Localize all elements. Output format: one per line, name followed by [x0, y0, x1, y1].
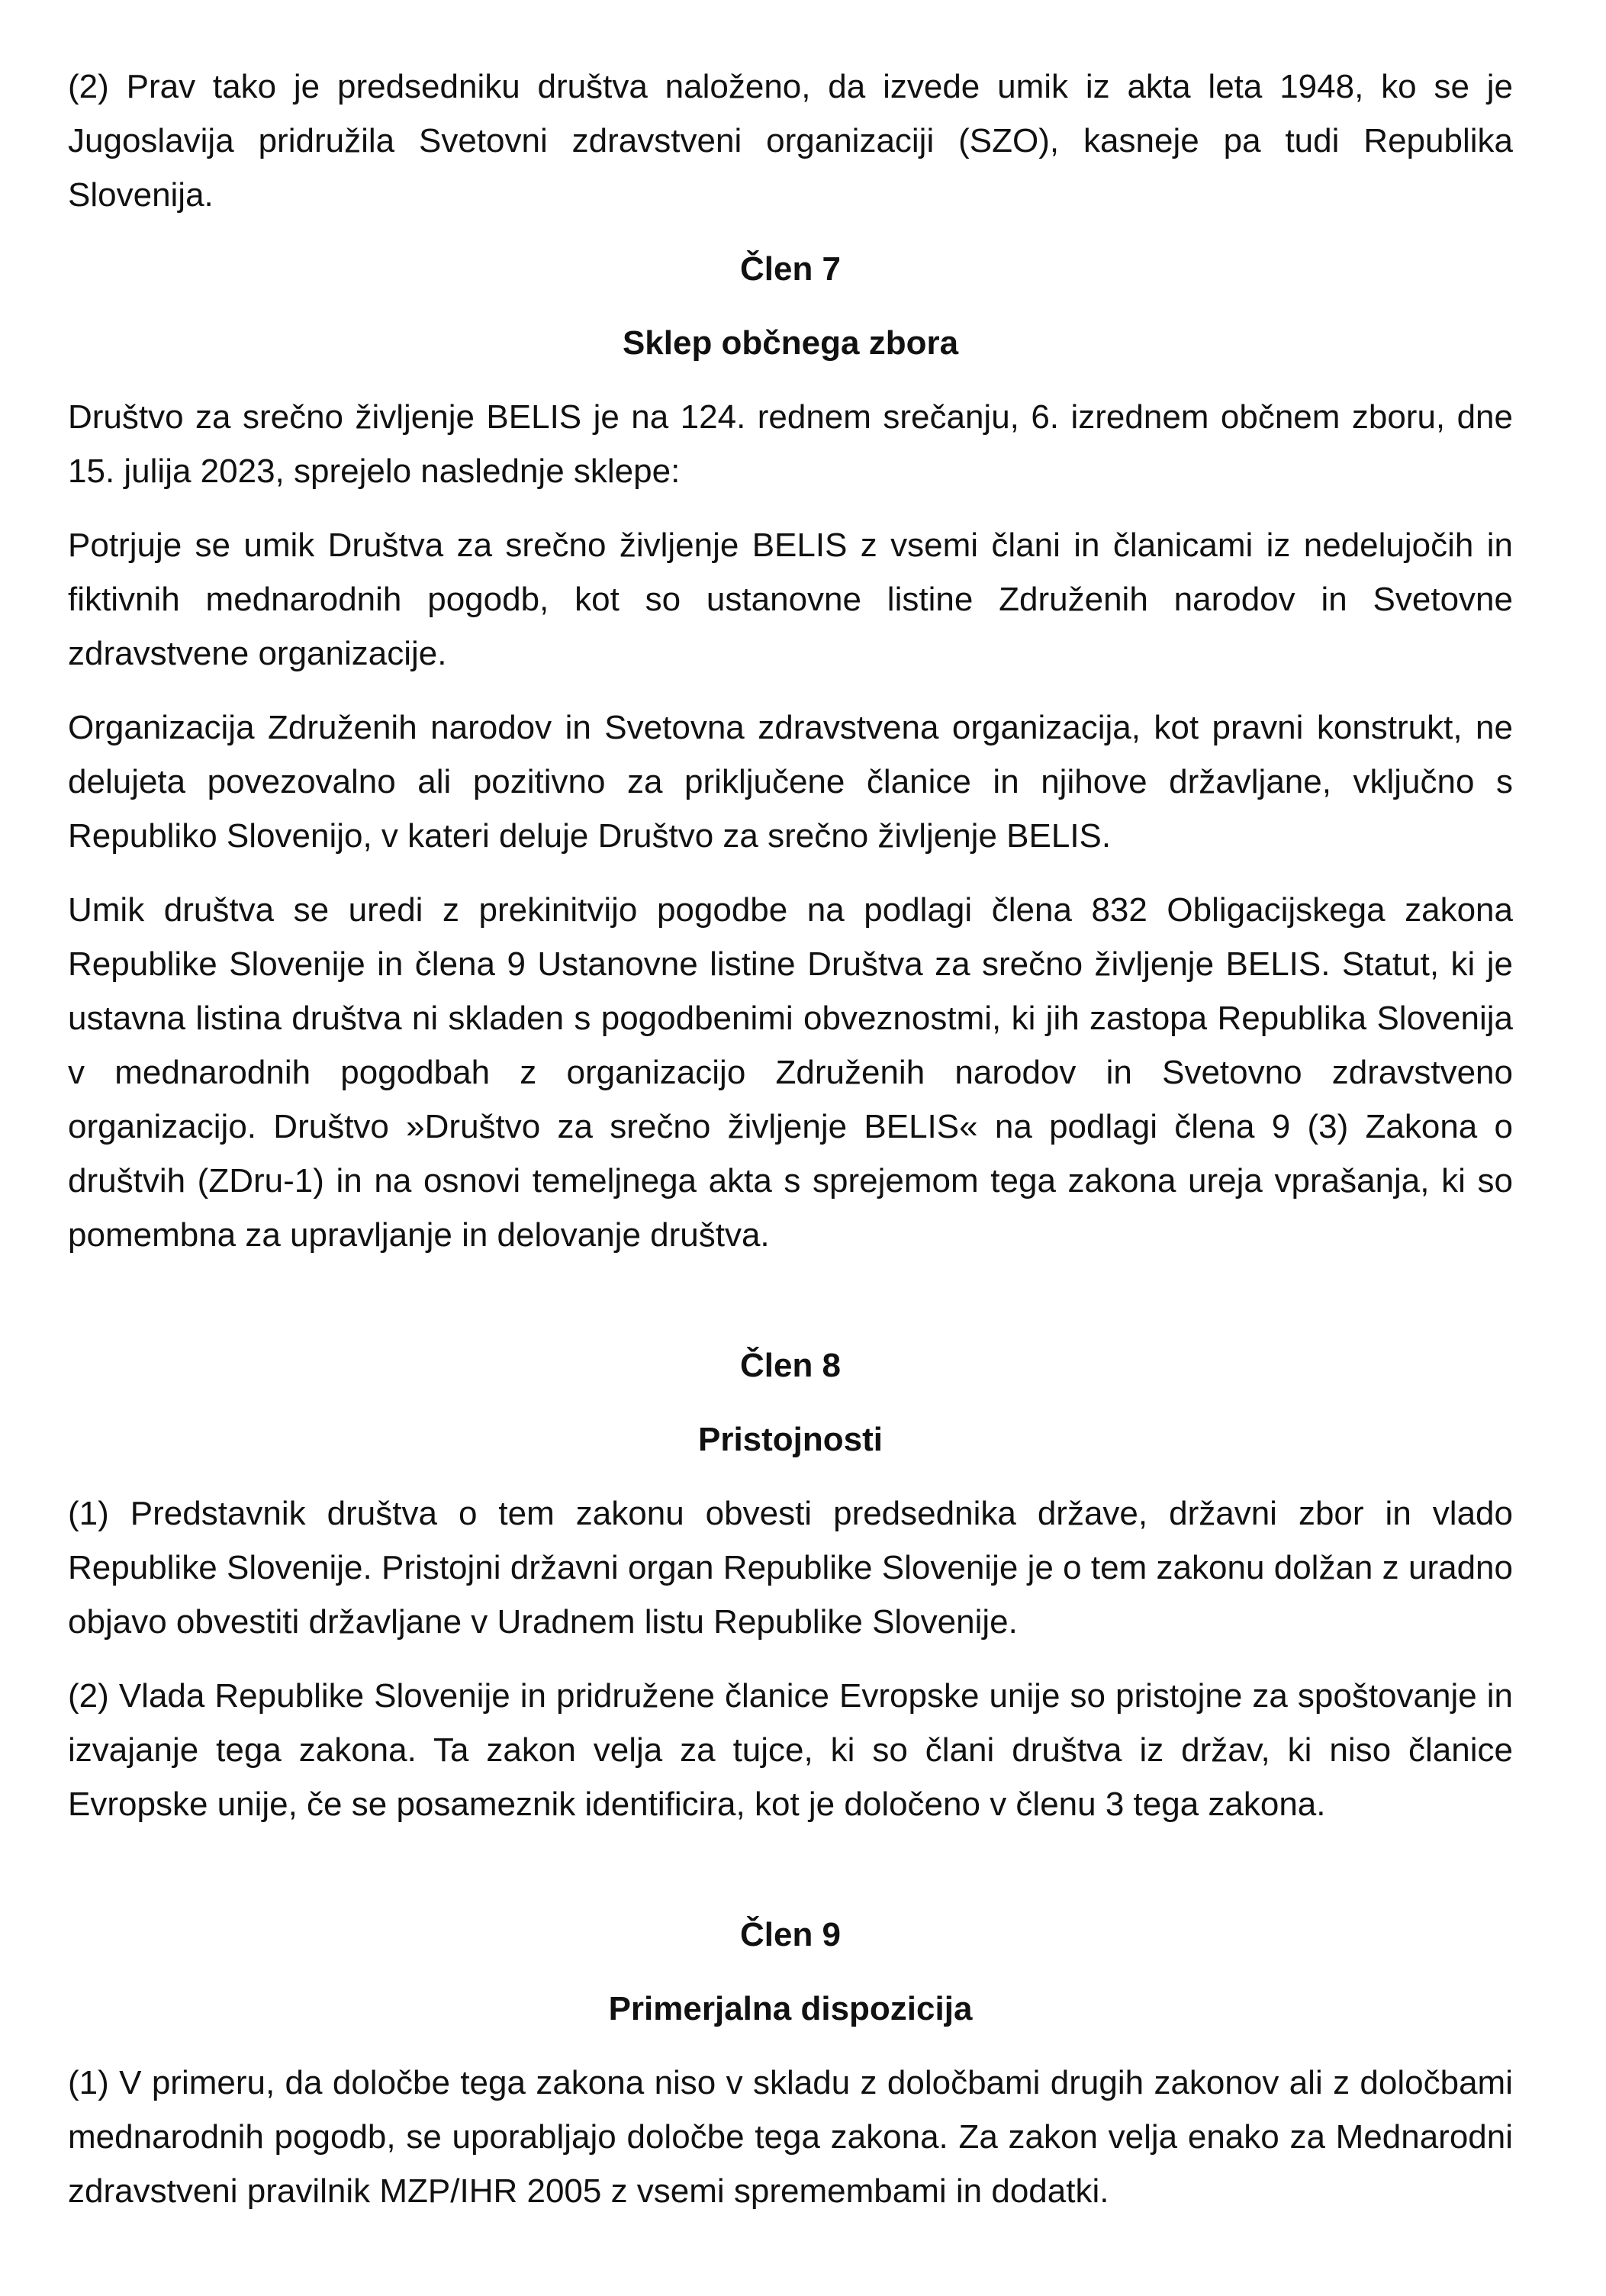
paragraph-withdrawal-1948: (2) Prav tako je predsedniku društva naloženo, da izvede umik iz akta leta 1948, ko se je Jugoslavija pridružila Svetovni zdravstveni organizaciji (SZO), kasneje pa tudi Republika Slovenija. — [68, 68, 1513, 214]
article-9-title: Primerjalna dispozicija — [608, 1990, 973, 2027]
paragraph-assembly-date: Društvo za srečno življenje BELIS je na 124. rednem srečanju, 6. izrednem občnem zboru, dne 15. julija 2023, sprejelo naslednje sklepe: — [68, 398, 1513, 490]
paragraph-competence-1: (1) Predstavnik društva o tem zakonu obvesti predsednika države, državni zbor in vlado Republike Slovenije. Pristojni državni organ Republike Slovenije je o tem zakonu dolžan z uradno objavo obvestiti državljane v Uradnem listu Republike Slovenije. — [68, 1495, 1513, 1641]
article-8-title: Pristojnosti — [697, 1421, 883, 1458]
document-page — [68, 60, 1513, 2218]
paragraph-confirm-withdrawal: Potrjuje se umik Društva za srečno življenje BELIS z vsemi člani in članicami iz nedelujočih in fiktivnih mednarodnih pogodb, kot so ustanovne listine Združenih narodov in Svetovne zdravstvene organizacije. — [68, 527, 1513, 672]
paragraph-competence-2: (2) Vlada Republike Slovenije in pridružene članice Evropske unije so pristojne za spoštovanje in izvajanje tega zakona. Ta zakon velja za tujce, ki so člani društva iz držav, ki niso članice Evropske unije, če se posameznik identificira, kot je določeno v členu 3 tega zakona. — [68, 1677, 1513, 1823]
article-7-number: Člen 7 — [739, 250, 842, 288]
paragraph-un-who: Organizacija Združenih narodov in Svetovna zdravstvena organizacija, kot pravni konstrukt, ne delujeta povezovalno ali pozitivno za priključene članice in njihove državljane, vključno s Republiko Slovenijo, v kateri deluje Društvo za srečno življenje BELIS. — [68, 709, 1513, 855]
paragraph-contract-termination: Umik društva se uredi z prekinitvijo pogodbe na podlagi člena 832 Obligacijskega zakona Republike Slovenije in člena 9 Ustanovne listine Društva za srečno življenje BELIS. Statut, ki je ustavna listina društva ni skladen s pogodbenimi obveznostmi, ki jih zastopa Republika Slovenija v mednarodnih pogodbah z organizacijo Združenih narodov in Svetovno zdravstveno organizacijo. Društvo »Društvo za srečno življenje BELIS« na podlagi člena 9 (3) Zakona o društvih (ZDru-1) in na osnovi temeljnega akta s sprejemom tega zakona ureja vprašanja, ki so pomembna za upravljanje in delovanje društva. — [68, 891, 1513, 1254]
article-9-number: Člen 9 — [739, 1916, 842, 1953]
article-7-title: Sklep občnega zbora — [622, 324, 959, 362]
paragraph-precedence: (1) V primeru, da določbe tega zakona niso v skladu z določbami drugih zakonov ali z določbami mednarodnih pogodb, se uporabljajo določbe tega zakona. Za zakon velja enako za Mednarodni zdravstveni pravilnik MZP/IHR 2005 z vsemi spremembami in dodatki. — [68, 2064, 1513, 2210]
article-8-number: Člen 8 — [739, 1347, 842, 1384]
